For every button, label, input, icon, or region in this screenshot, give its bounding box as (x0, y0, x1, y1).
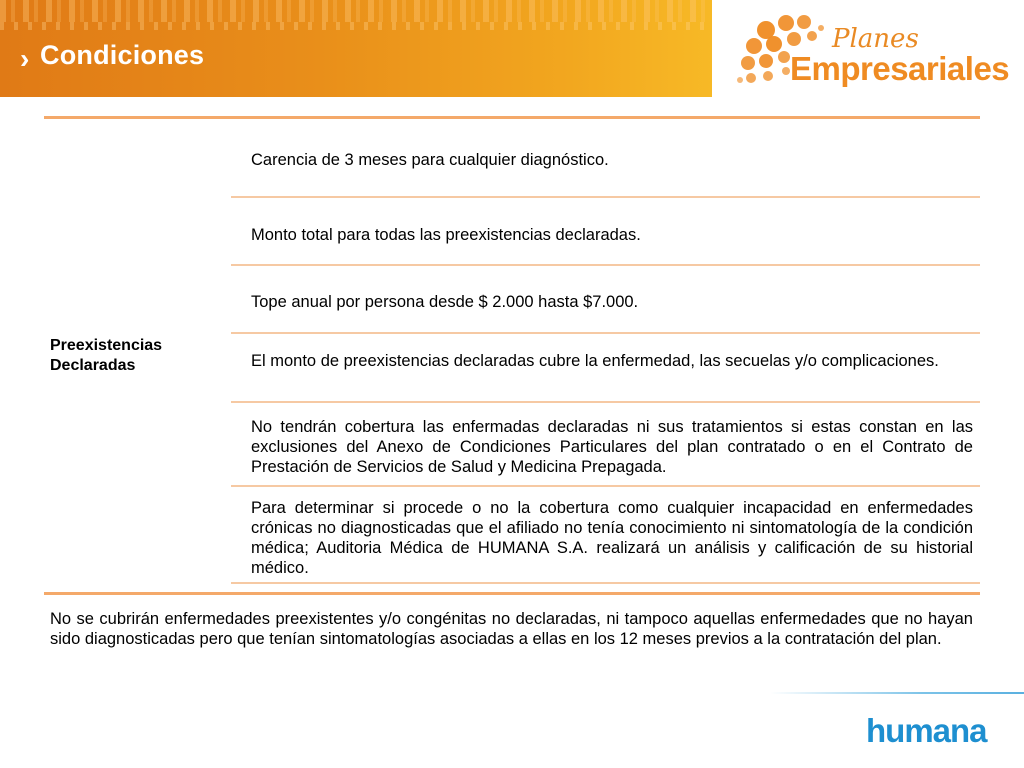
bottom-accent-line (770, 692, 1024, 694)
table-cell: Tope anual por persona desde $ 2.000 hasta $7.000. (251, 293, 639, 311)
row-divider (231, 332, 980, 334)
banner-pattern (0, 0, 712, 22)
chevron-right-icon: › (20, 43, 30, 74)
table-bottom-rule (44, 592, 980, 595)
logo-script-text: Planes (832, 24, 919, 54)
banner-pattern-secondary (0, 22, 712, 30)
row-divider (231, 582, 980, 584)
humana-logo: humana (866, 712, 987, 749)
row-divider (231, 196, 980, 198)
table-cell: El monto de preexistencias declaradas cubre la enfermedad, las secuelas y/o complicaciones. (251, 352, 939, 370)
table-cell: Para determinar si procede o no la cobertura como cualquier incapacidad en enfermedades crónicas no diagnosticadas que el afiliado no tenía conocimiento ni sintomatología de la condición médica; Auditoria Médica de HUMANA S.A. realizará un análisis y calificación de su historial médico. (251, 499, 973, 577)
table-top-rule (44, 116, 980, 119)
table-cell: Carencia de 3 meses para cualquier diagnóstico. (251, 151, 609, 169)
row-label-preexistencias: Preexistencias Declaradas (50, 337, 163, 374)
row-divider (231, 264, 980, 266)
table-cell: Monto total para todas las preexistencias declaradas. (251, 226, 641, 244)
logo-main-text: Empresariales (790, 50, 1010, 87)
row-divider (231, 401, 980, 403)
page-title: Condiciones (40, 40, 205, 70)
row-divider (231, 485, 980, 487)
table-cell: No tendrán cobertura las enfermadas declaradas ni sus tratamientos si estas constan en las exclusiones del Anexo de Condiciones Particulares del plan contratado o en el Contrato de Prestación de Servicios de Salud y Medicina Prepagada. (251, 418, 973, 476)
footer-note: No se cubrirán enfermedades preexistentes y/o congénitas no declaradas, ni tampoco aquellas enfermedades que no hayan sido diagnosticadas pero que tenían sintomatologías asociadas a ellas en los 12 meses previos a la contratación del plan. (50, 610, 973, 648)
